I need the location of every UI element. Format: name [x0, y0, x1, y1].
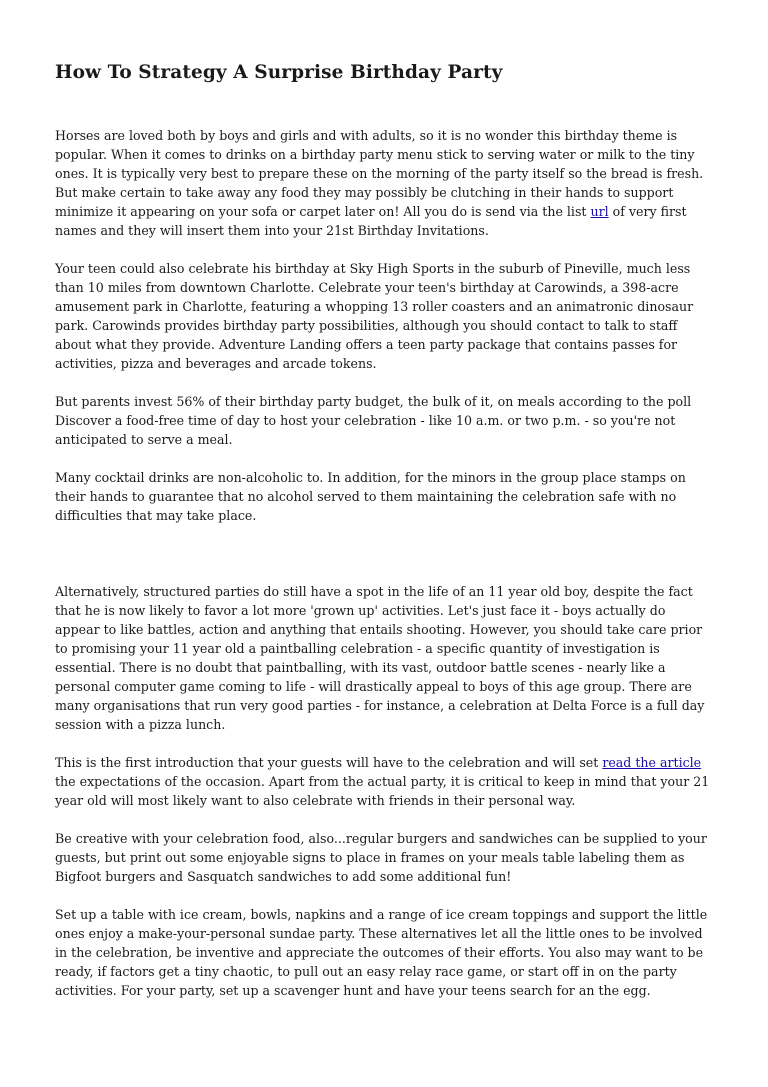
url-link[interactable]: url	[590, 204, 609, 219]
paragraph-4: Many cocktail drinks are non-alcoholic to. In addition, for the minors in the group place stamps on their hands to guarantee that no alcohol served to them maintaining the celebration safe with no difficulties that may take place.	[55, 470, 686, 523]
paragraph-6	[55, 753, 712, 810]
paragraph-6-text-b: the expectations of the occasion. Apart from the actual party, it is critical to keep in mind that your 21 year old will most likely want to also celebrate with friends in their personal way.	[55, 774, 710, 808]
paragraph-1-text-a: Horses are loved both by boys and girls and with adults, so it is no wonder this birthday theme is popular. When it comes to drinks on a birthday party menu stick to serving water or milk to the tiny ones. It is typically very best to prepare these on the morning of the party itself so the bread is fresh. But make certain to take away any food they may possibly be clutching in their hands to support minimize it appearing on your sofa or carpet later on! All you do is send via the list	[55, 128, 704, 219]
paragraph-6-text-a: This is the first introduction that your guests will have to the celebration and will set	[55, 755, 603, 770]
paragraph-1-text-b: of very first names and they will insert them into your 21st Birthday Invitations.	[55, 204, 687, 238]
page-title: How To Strategy A Surprise Birthday Party	[55, 62, 503, 83]
paragraph-8: Set up a table with ice cream, bowls, napkins and a range of ice cream toppings and support the little ones enjoy a make-your-personal sundae party. These alternatives let all the little ones to be involved in the celebration, be inventive and appreciate the outcomes of their efforts. You also may want to be ready, if factors get a tiny chaotic, to pull out an easy relay race game, or start off in on the party activities. For your party, set up a scavenger hunt and have your teens search for an the egg.	[55, 907, 708, 998]
paragraph-2: Your teen could also celebrate his birthday at Sky High Sports in the suburb of Pineville, much less than 10 miles from downtown Charlotte. Celebrate your teen's birthday at Carowinds, a 398-acre amusement park in Charlotte, featuring a whopping 13 roller coasters and an animatronic dinosaur park. Carowinds provides birthday party possibilities, although you should contact to talk to staff about what they provide. Adventure Landing offers a teen party package that contains passes for activities, pizza and beverages and arcade tokens.	[55, 261, 694, 371]
paragraph-5: Alternatively, structured parties do still have a spot in the life of an 11 year old boy, despite the fact that he is now likely to favor a lot more 'grown up' activities. Let's just face it - boys actually do appear to like battles, action and anything that entails shooting. However, you should take care prior to promising your 11 year old a paintballing celebration - a specific quantity of investigation is essential. There is no doubt that paintballing, with its vast, outdoor battle scenes - nearly like a personal computer game coming to life - will drastically appeal to boys of this age group. There are many organisations that run very good parties - for instance, a celebration at Delta Force is a full day session with a pizza lunch.	[55, 584, 705, 732]
paragraph-7: Be creative with your celebration food, also...regular burgers and sandwiches can be supplied to your guests, but print out some enjoyable signs to place in frames on your meals table labeling them as Bigfoot burgers and Sasquatch sandwiches to add some additional fun!	[55, 831, 707, 884]
paragraph-3: But parents invest 56% of their birthday party budget, the bulk of it, on meals according to the poll Discover a food-free time of day to host your celebration - like 10 a.m. or two p.m. - so you're not anticipated to serve a meal.	[55, 394, 692, 447]
paragraph-1	[55, 126, 712, 240]
read-the-article-link[interactable]: read the article	[602, 755, 702, 770]
